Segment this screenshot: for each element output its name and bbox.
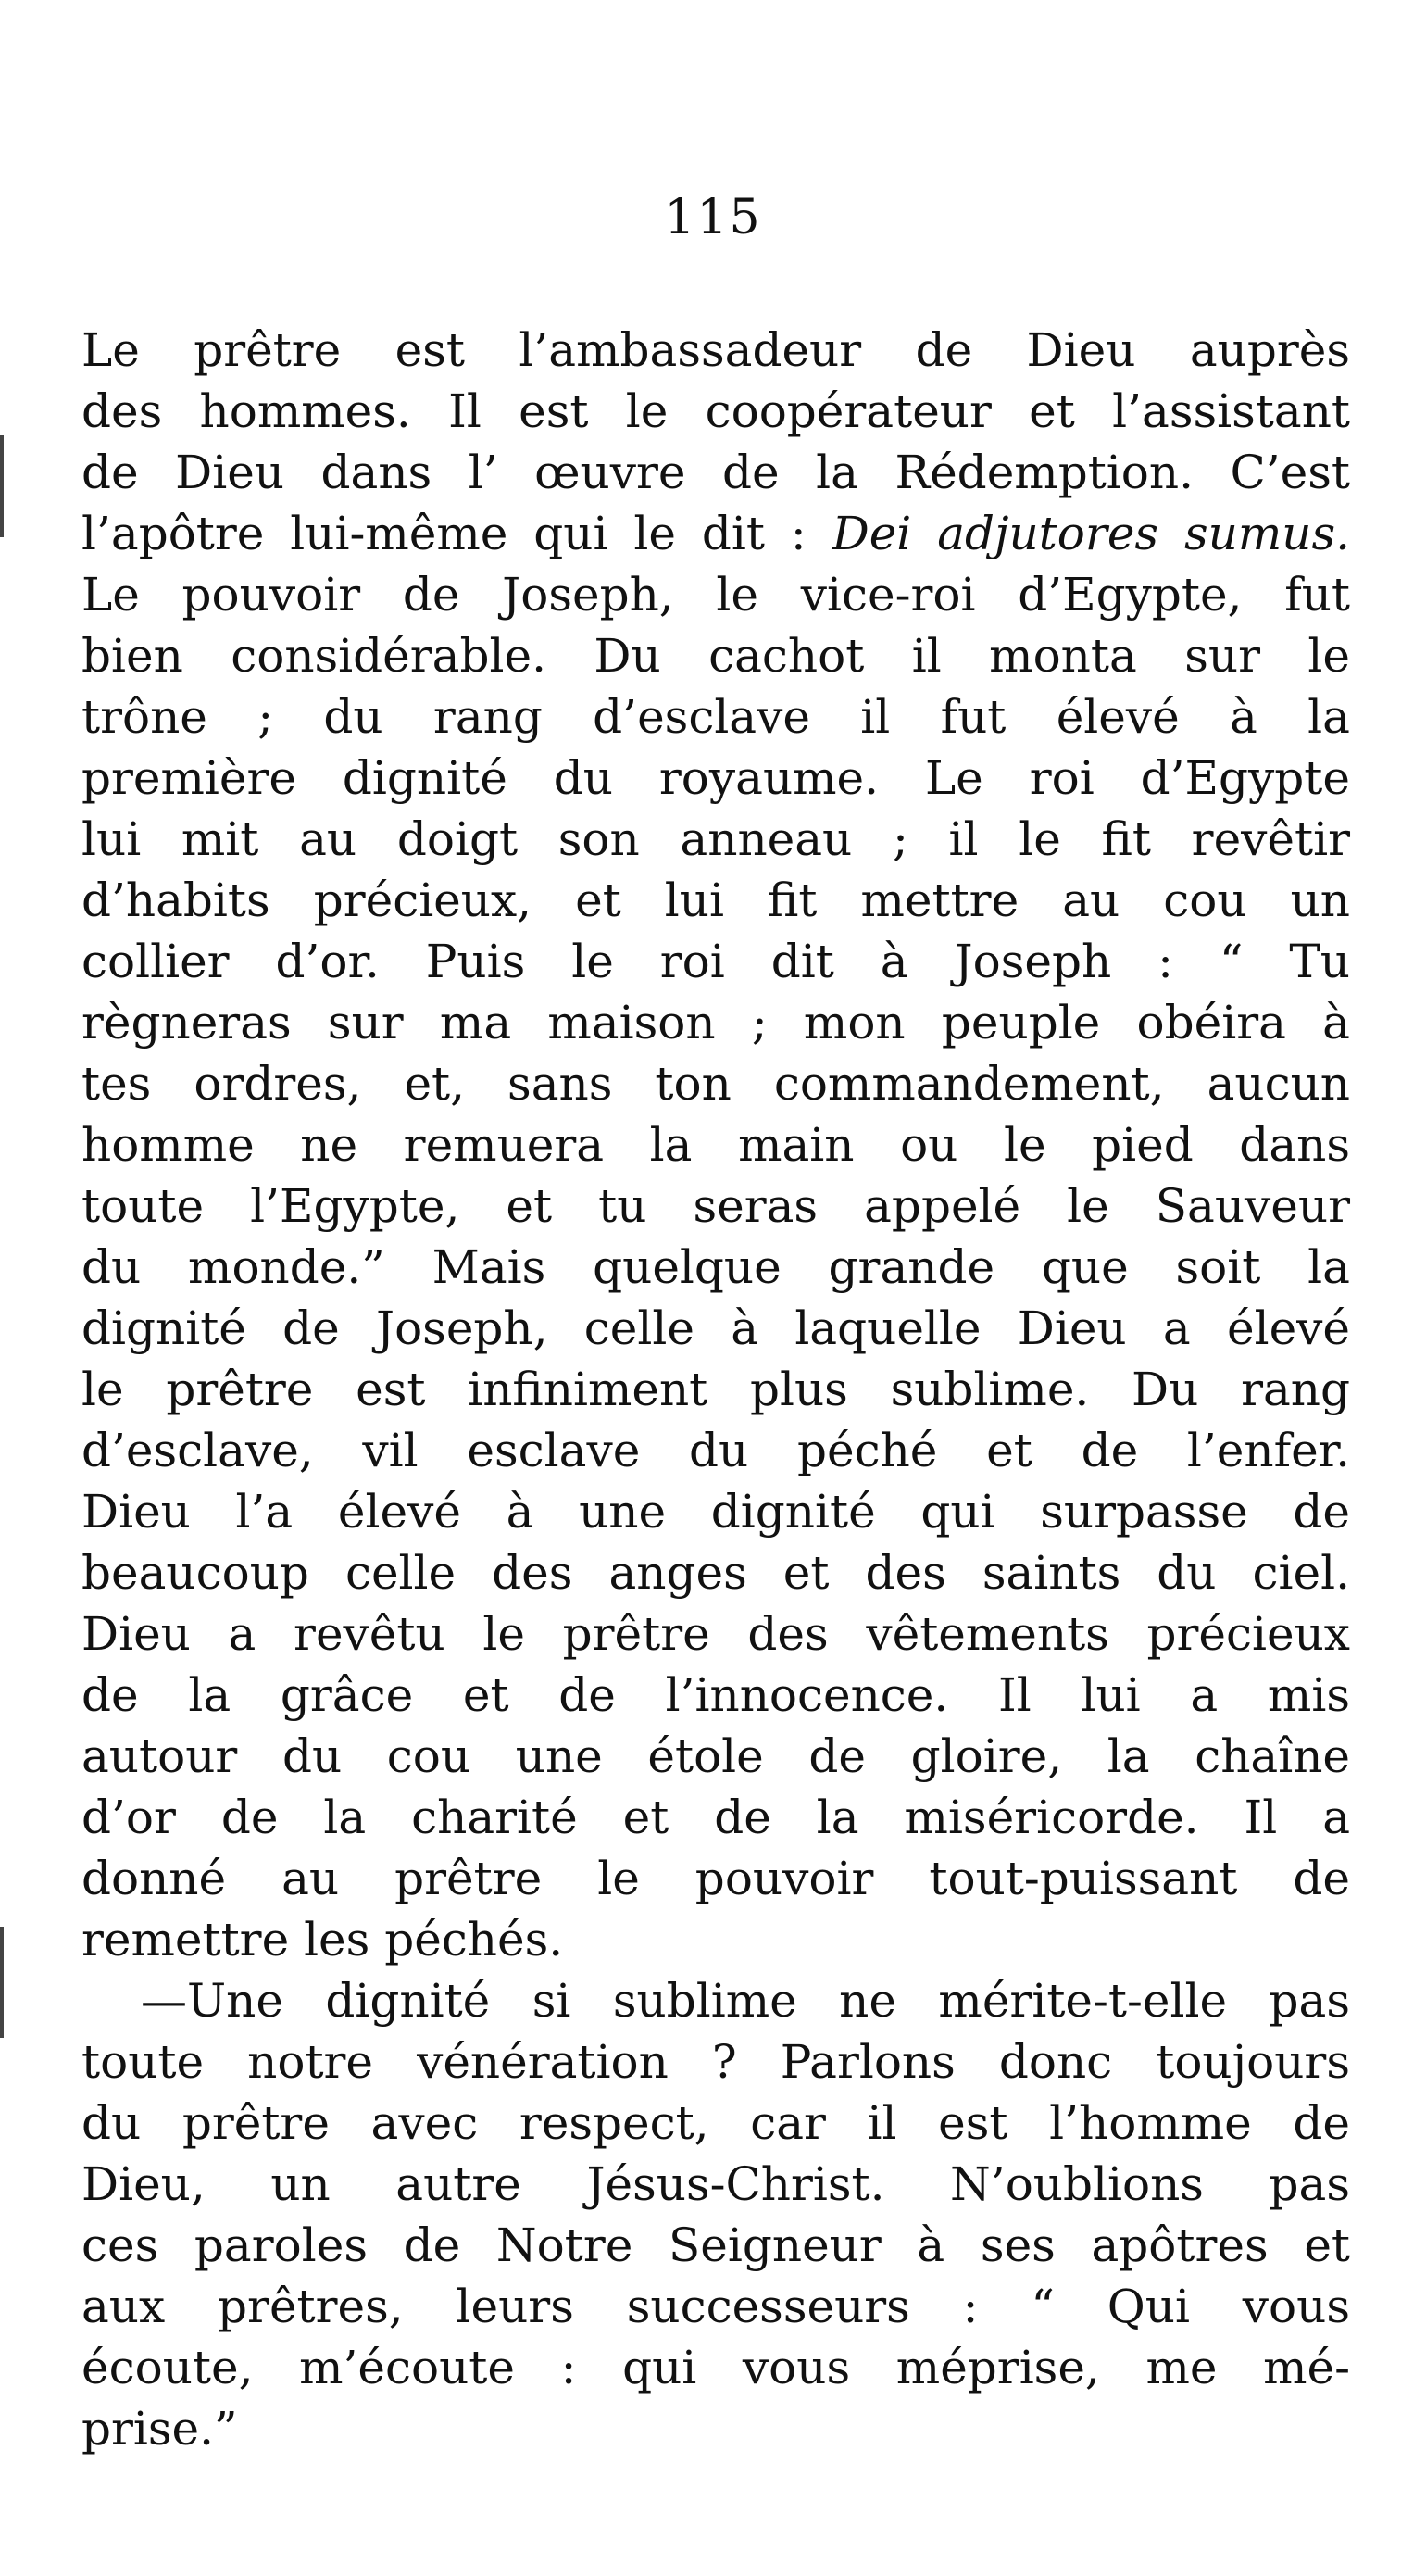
text-line: beaucoup celle des anges et des saints du ciel. (81, 1546, 1350, 1600)
text-line: toute notre vénération ? Parlons donc toujours (81, 2035, 1350, 2089)
page-edge-mark (0, 1927, 4, 2038)
text-line: de Dieu dans l’ œuvre de la Rédemption. C’est (81, 446, 1350, 499)
text-line: autour du cou une étole de gloire, la chaîne (81, 1729, 1350, 1783)
text-line: toute l’Egypte, et tu seras appelé le Sauveur (81, 1179, 1350, 1233)
body-text (81, 320, 1350, 2459)
text-line: d’or de la charité et de la miséricorde. Il a (81, 1791, 1350, 1844)
text-line: tes ordres, et, sans ton commandement, aucun (81, 1057, 1350, 1111)
paragraph (81, 320, 1350, 1970)
text-line: bien considérable. Du cachot il monta sur le (81, 629, 1350, 683)
text-line: d’habits précieux, et lui fit mettre au cou un (81, 873, 1350, 927)
text-line: donné au prêtre le pouvoir tout-puissant de (81, 1852, 1350, 1905)
text-line: trône ; du rang d’esclave il fut élevé à la (81, 690, 1350, 744)
text-line: du prêtre avec respect, car il est l’homme de (81, 2096, 1350, 2150)
text-line: première dignité du royaume. Le roi d’Egypte (81, 751, 1350, 805)
text-line: des hommes. Il est le coopérateur et l’assistant (81, 384, 1350, 438)
text-line: Le prêtre est l’ambassadeur de Dieu auprès (81, 323, 1350, 377)
latin-quote: Dei adjutores sumus. (832, 507, 1350, 560)
text-line (81, 503, 1350, 564)
text-line: règneras sur ma maison ; mon peuple obéira à (81, 996, 1350, 1049)
text-line: dignité de Joseph, celle à laquelle Dieu a élevé (81, 1301, 1350, 1355)
text-line: de la grâce et de l’innocence. Il lui a mis (81, 1668, 1350, 1722)
text-line: prise.” (81, 2402, 238, 2456)
text-line: collier d’or. Puis le roi dit à Joseph : “ Tu (81, 935, 1350, 988)
text-line: le prêtre est infiniment plus sublime. Du rang (81, 1363, 1350, 1416)
text-line: Dieu l’a élevé à une dignité qui surpasse de (81, 1485, 1350, 1539)
text-line: —Une dignité si sublime ne mérite-t-elle pas (141, 1974, 1350, 2028)
page-number: 115 (664, 190, 762, 245)
page-edge-mark (0, 435, 4, 537)
text-line: Dieu, un autre Jésus-Christ. N’oublions pas (81, 2157, 1350, 2211)
text-line: remettre les péchés. (81, 1913, 564, 1967)
text-line: lui mit au doigt son anneau ; il le fit revêtir (81, 812, 1350, 866)
text-line: Dieu a revêtu le prêtre des vêtements précieux (81, 1607, 1350, 1661)
text-line: du monde.” Mais quelque grande que soit la (81, 1240, 1350, 1294)
text-segment: l’apôtre lui-même qui le dit : (81, 507, 807, 560)
text-line: Le pouvoir de Joseph, le vice-roi d’Egypte, fut (81, 568, 1350, 622)
text-line: ces paroles de Notre Seigneur à ses apôtres et (81, 2218, 1350, 2272)
paragraph (81, 1970, 1350, 2459)
text-line: d’esclave, vil esclave du péché et de l’enfer. (81, 1424, 1350, 1477)
text-line: écoute, m’écoute : qui vous méprise, me mé- (81, 2341, 1350, 2394)
text-line: homme ne remuera la main ou le pied dans (81, 1118, 1350, 1172)
text-line: aux prêtres, leurs successeurs : “ Qui vous (81, 2280, 1350, 2333)
